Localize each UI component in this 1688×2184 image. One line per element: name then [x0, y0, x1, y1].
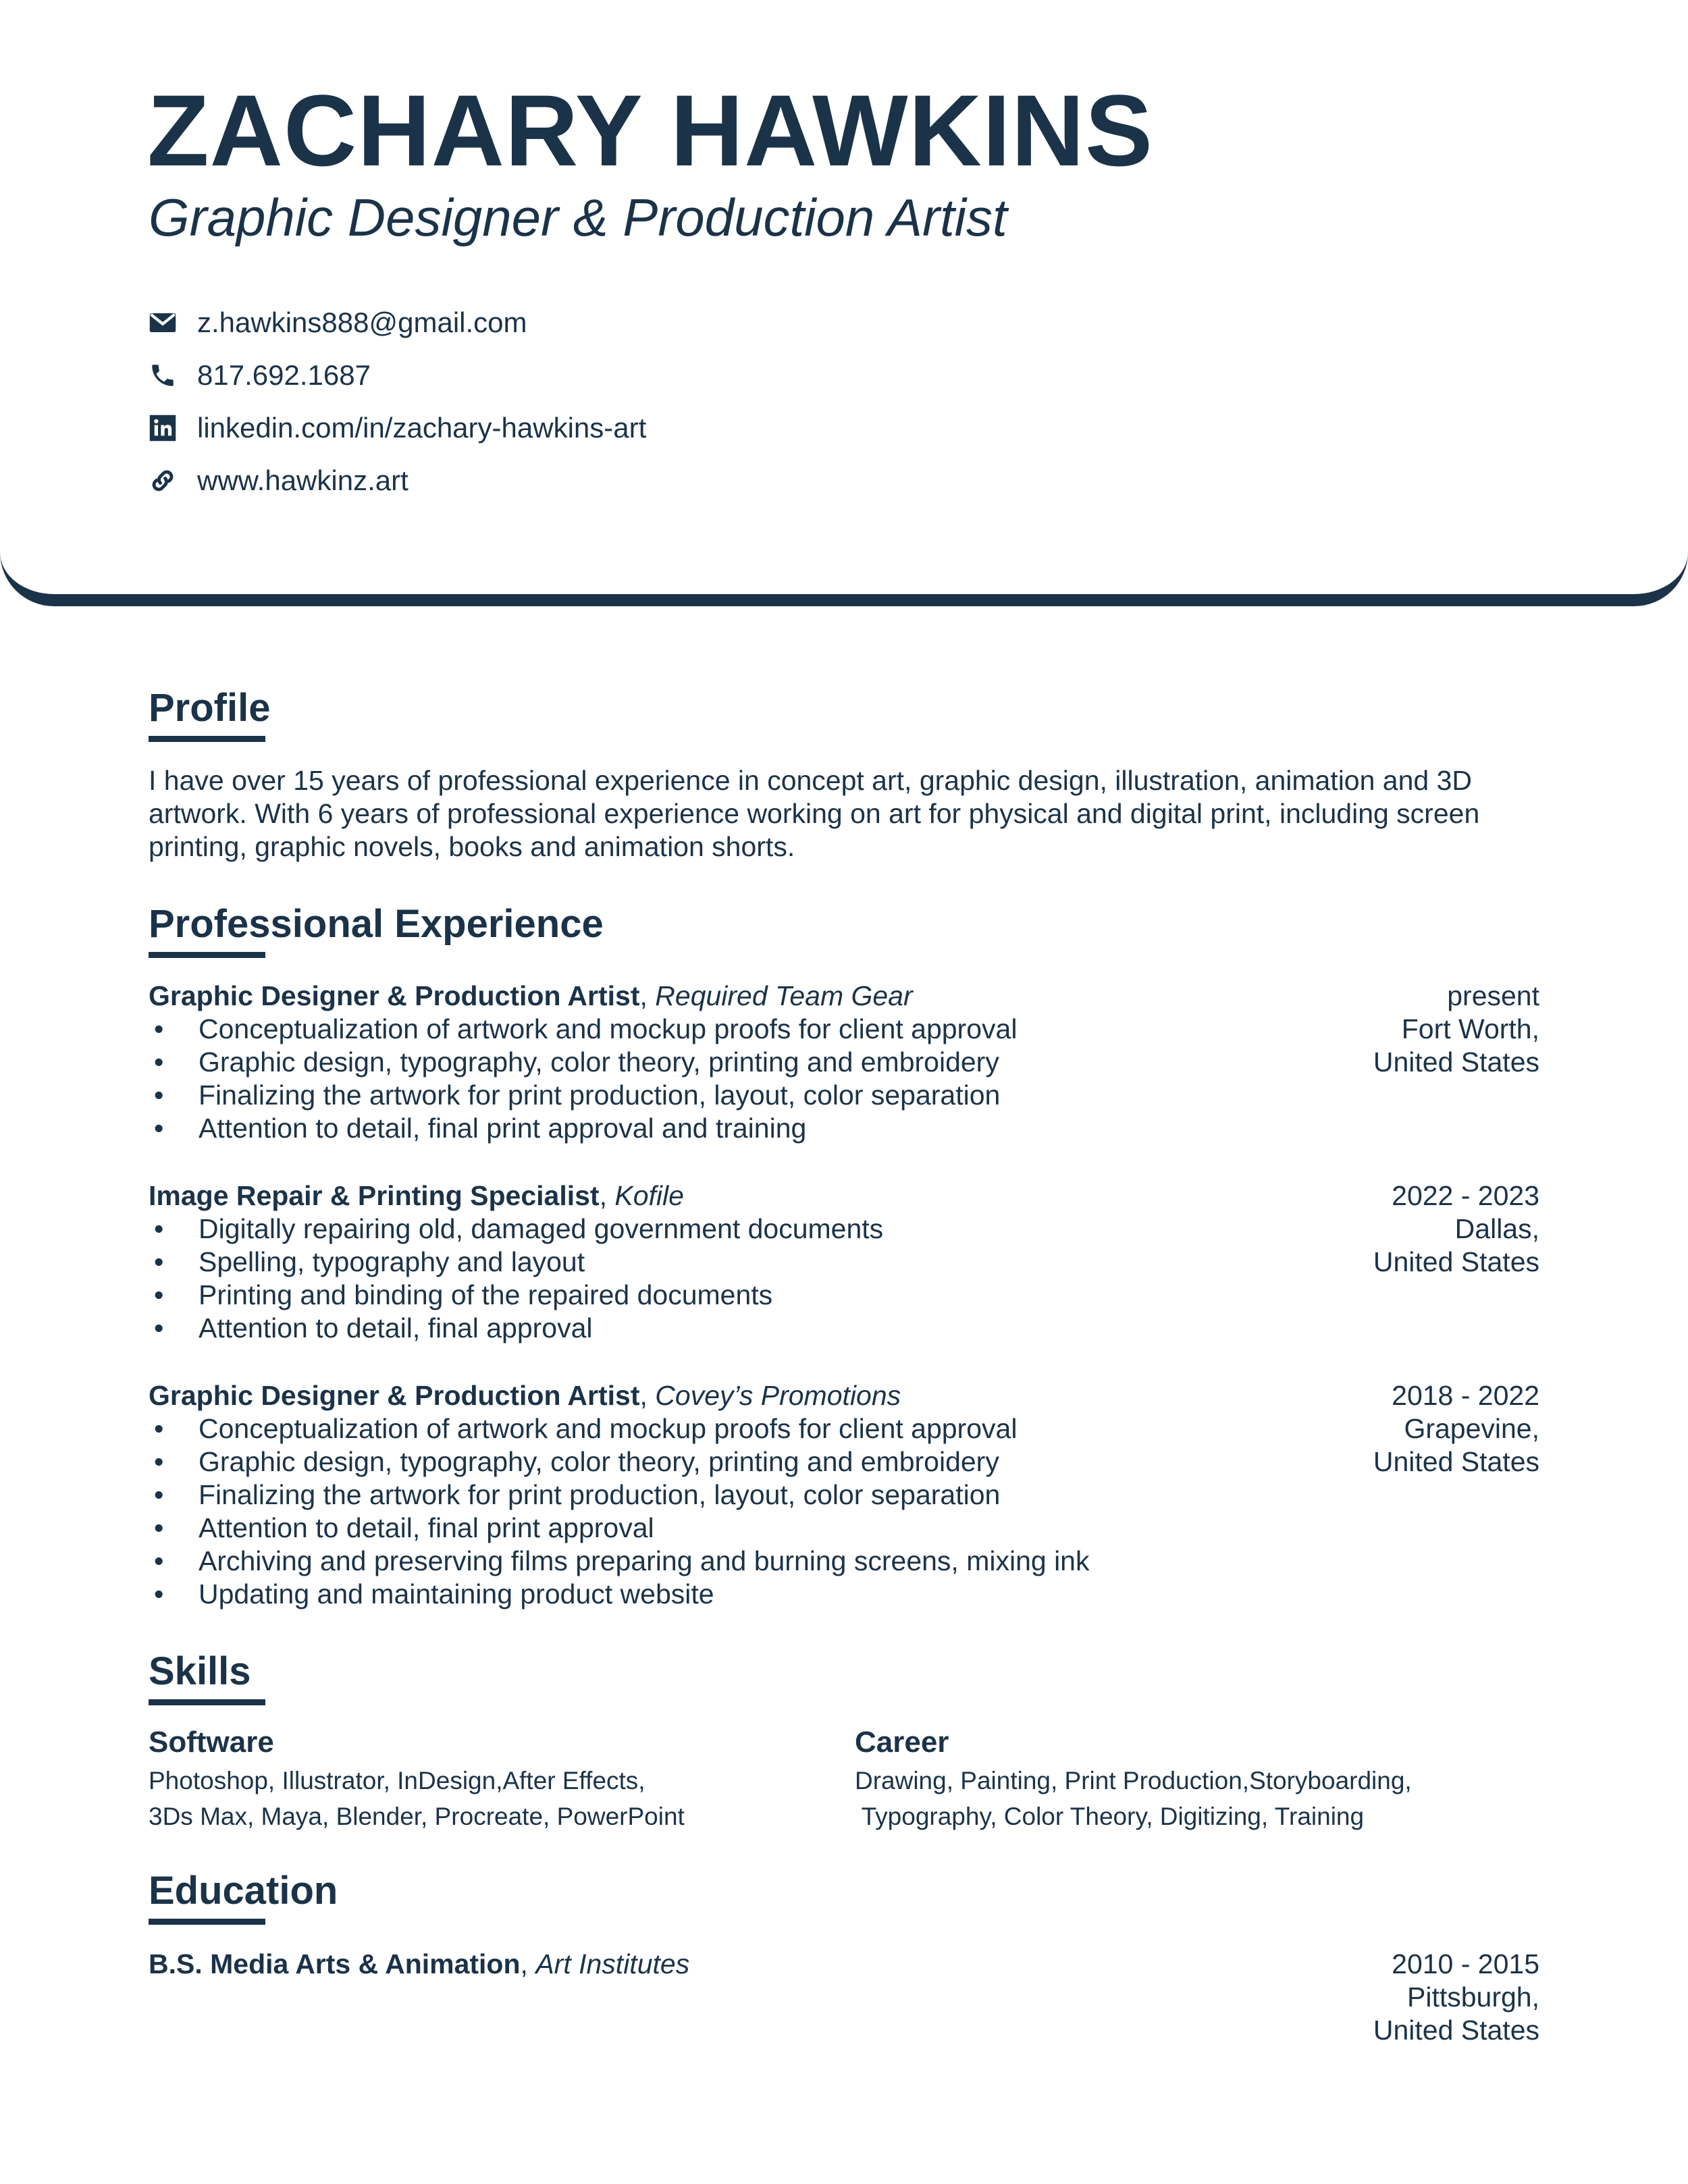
job-bullets	[149, 1213, 1539, 1345]
contact-website[interactable]	[149, 460, 408, 501]
career-title: Career	[855, 1726, 949, 1759]
list-item: • Attention to detail, final approval	[149, 1312, 1539, 1345]
experience-heading: Professional Experience	[149, 902, 604, 946]
job-company: Covey’s Promotions	[655, 1380, 901, 1411]
list-item: • Digitally repairing old, damaged government documents	[149, 1213, 1539, 1246]
job-header: Image Repair & Printing Specialist, Kofile	[149, 1180, 684, 1211]
list-item: • Conceptualization of artwork and mockup proofs for client approval	[149, 1412, 1539, 1445]
linkedin-text: linkedin.com/in/zachary-hawkins-art	[197, 412, 647, 444]
list-item: • Printing and binding of the repaired documents	[149, 1279, 1539, 1312]
list-item: • Attention to detail, final print approval	[149, 1512, 1539, 1545]
job-meta	[1373, 1179, 1539, 1279]
software-line: 3Ds Max, Maya, Blender, Procreate, PowerPoint	[149, 1803, 685, 1830]
list-item: • Spelling, typography and layout	[149, 1246, 1539, 1279]
job-company: Required Team Gear	[655, 980, 913, 1011]
linkedin-icon	[149, 414, 177, 442]
education-school: Art Institutes	[535, 1948, 690, 1979]
list-item: • Archiving and preserving films preparing and burning screens, mixing ink	[149, 1545, 1539, 1578]
job-header: Graphic Designer & Production Artist, Required Team Gear	[149, 980, 913, 1011]
education-meta	[1373, 1948, 1539, 2047]
job-meta	[1373, 980, 1539, 1079]
education-rule	[149, 1919, 265, 1925]
website-text: www.hawkinz.art	[197, 464, 408, 496]
list-item: • Graphic design, typography, color theory, printing and embroidery	[149, 1046, 1539, 1079]
skills-software	[149, 1725, 685, 1834]
job-company: Kofile	[614, 1180, 684, 1211]
list-item: • Updating and maintaining product website	[149, 1578, 1539, 1611]
job-entry	[149, 1179, 1539, 1345]
job-city: Dallas,	[1454, 1213, 1539, 1244]
software-line: Photoshop, Illustrator, InDesign,After Effects,	[149, 1767, 645, 1794]
job-entry	[149, 1379, 1539, 1611]
job-country: United States	[1373, 1246, 1539, 1277]
job-bullets	[149, 1412, 1539, 1611]
experience-rule	[149, 952, 265, 958]
job-city: Fort Worth,	[1401, 1013, 1539, 1044]
list-item: • Finalizing the artwork for print production, layout, color separation	[149, 1079, 1539, 1112]
job-dates: 2018 - 2022	[1392, 1380, 1539, 1411]
envelope-icon	[149, 309, 177, 337]
job-dates: present	[1447, 980, 1539, 1011]
phone-text: 817.692.1687	[197, 359, 371, 391]
job-bullets	[149, 1013, 1539, 1145]
contact-linkedin[interactable]	[149, 408, 646, 448]
job-country: United States	[1373, 1446, 1539, 1477]
software-title: Software	[149, 1726, 274, 1759]
profile-text: I have over 15 years of professional experience in concept art, graphic design, illustration, animation and 3D artwork. With 6 years of professional experience working on art for physical and digital print, including screen printing, graphic novels, books and animation shorts.	[149, 765, 1480, 862]
candidate-name: ZACHARY HAWKINS	[147, 74, 1154, 187]
skills-heading: Skills	[149, 1649, 251, 1693]
education-dates: 2010 - 2015	[1392, 1948, 1539, 1979]
phone-icon	[149, 361, 177, 390]
education-entry	[149, 1948, 1539, 2046]
list-item: • Attention to detail, final print approval and training	[149, 1112, 1539, 1145]
link-icon	[149, 467, 177, 495]
job-dates: 2022 - 2023	[1392, 1180, 1539, 1211]
job-country: United States	[1373, 1046, 1539, 1077]
job-role: Image Repair & Printing Specialist	[149, 1180, 600, 1211]
contact-email[interactable]	[149, 302, 527, 343]
profile-heading: Profile	[149, 686, 271, 730]
list-item: • Conceptualization of artwork and mockup proofs for client approval	[149, 1013, 1539, 1046]
education-degree: B.S. Media Arts & Animation	[149, 1948, 521, 1979]
skills-career	[855, 1725, 1412, 1834]
job-role: Graphic Designer & Production Artist	[149, 980, 640, 1011]
job-entry	[149, 980, 1539, 1145]
education-city: Pittsburgh,	[1407, 1981, 1539, 2013]
job-role: Graphic Designer & Production Artist	[149, 1380, 640, 1411]
career-line: Drawing, Painting, Print Production,Storyboarding,	[855, 1767, 1412, 1794]
education-heading: Education	[149, 1869, 338, 1913]
education-country: United States	[1373, 2015, 1539, 2046]
job-city: Grapevine,	[1404, 1413, 1539, 1444]
email-text: z.hawkins888@gmail.com	[197, 307, 527, 338]
career-line: Typography, Color Theory, Digitizing, Training	[855, 1803, 1365, 1830]
job-header: Graphic Designer & Production Artist, Covey’s Promotions	[149, 1380, 901, 1411]
skills-rule	[149, 1699, 265, 1705]
list-item: • Finalizing the artwork for print production, layout, color separation	[149, 1479, 1539, 1512]
job-title: Graphic Designer & Production Artist	[149, 188, 1007, 247]
profile-rule	[149, 736, 265, 742]
education-header: B.S. Media Arts & Animation, Art Institutes	[149, 1948, 690, 1979]
contact-phone[interactable]	[149, 355, 371, 396]
job-meta	[1373, 1379, 1539, 1479]
list-item: • Graphic design, typography, color theory, printing and embroidery	[149, 1445, 1539, 1479]
